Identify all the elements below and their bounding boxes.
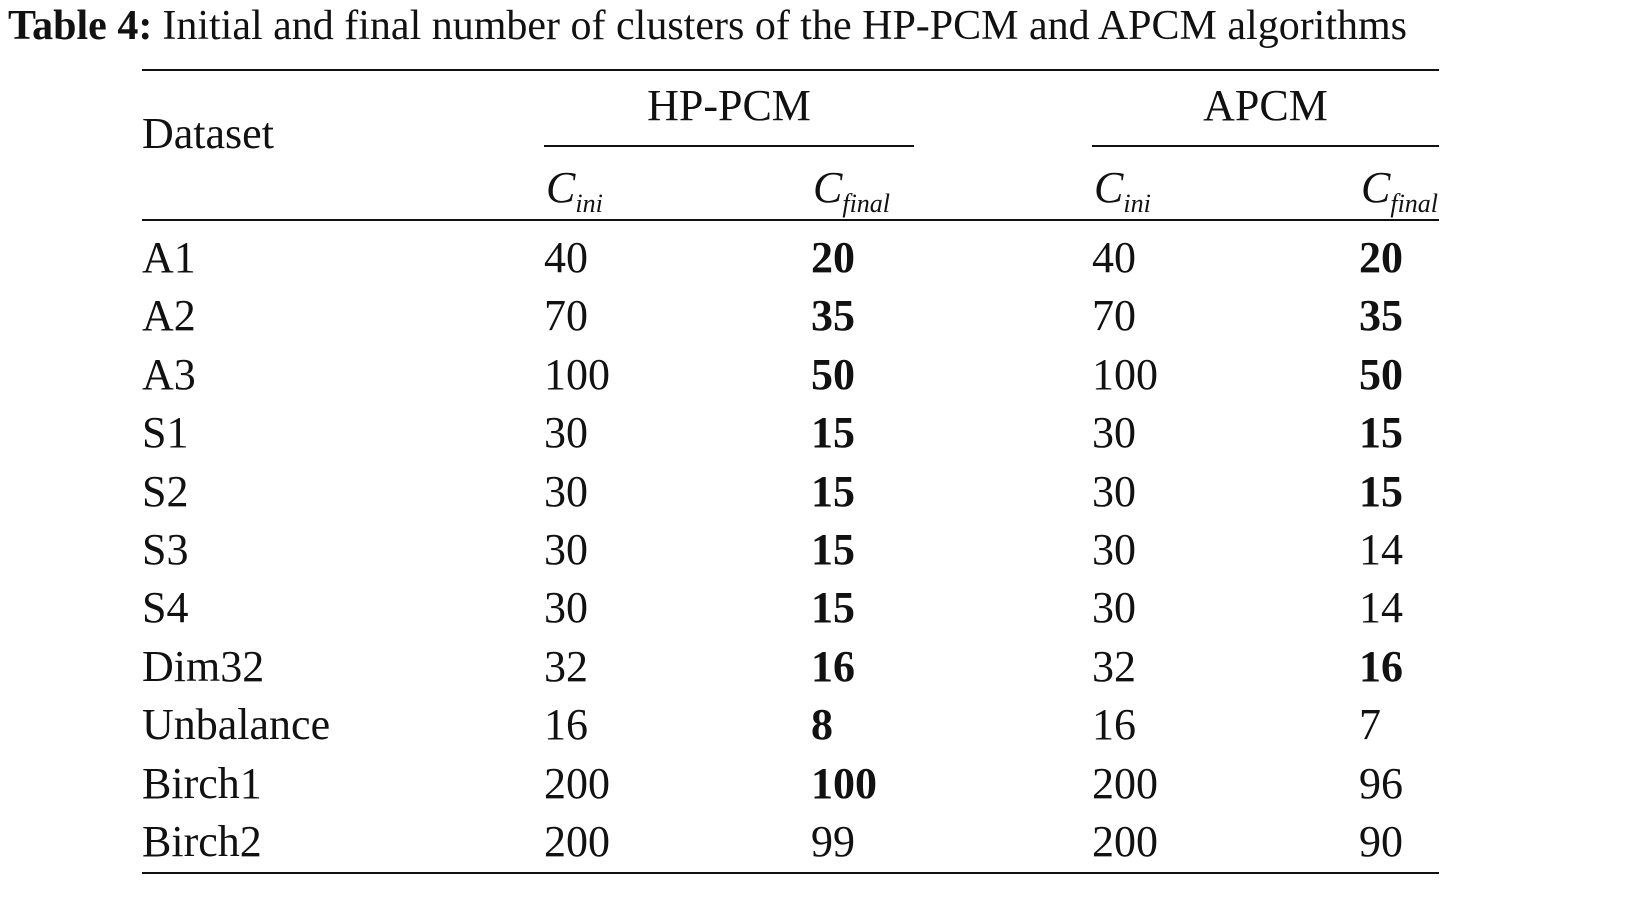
cell-dataset: A3 <box>142 350 196 399</box>
cell-dataset: Birch1 <box>142 759 262 808</box>
group-rule-apcm <box>1092 145 1439 147</box>
cell-apcm-c-ini: 40 <box>1092 233 1136 282</box>
cell-hp-pcm-c-ini: 30 <box>544 525 588 574</box>
cell-apcm-c-ini: 30 <box>1092 408 1136 457</box>
subheader-ap-c-final-sub: final <box>1390 189 1439 218</box>
cell-hp-pcm-c-final: 100 <box>811 759 877 808</box>
cell-dataset: Birch2 <box>142 817 262 866</box>
cell-hp-pcm-c-ini: 30 <box>544 467 588 516</box>
cell-apcm-c-final: 15 <box>1359 467 1403 516</box>
cell-apcm-c-final: 14 <box>1359 525 1403 574</box>
cell-hp-pcm-c-final: 15 <box>811 408 855 457</box>
cell-apcm-c-final: 15 <box>1359 408 1403 457</box>
cell-dataset: S3 <box>142 525 189 574</box>
cell-hp-pcm-c-final: 35 <box>811 291 855 340</box>
caption-text: Initial and final number of clusters of the HP-PCM and APCM algorithms <box>162 3 1408 49</box>
cell-hp-pcm-c-ini: 200 <box>544 759 610 808</box>
cell-hp-pcm-c-final: 20 <box>811 233 855 282</box>
cell-hp-pcm-c-final: 15 <box>811 583 855 632</box>
cell-hp-pcm-c-ini: 200 <box>544 817 610 866</box>
cell-hp-pcm-c-final: 15 <box>811 467 855 516</box>
header-rule <box>142 219 1439 221</box>
cell-apcm-c-final: 7 <box>1359 700 1381 749</box>
cell-dataset: A1 <box>142 233 196 282</box>
cell-apcm-c-ini: 30 <box>1092 467 1136 516</box>
cell-hp-pcm-c-final: 8 <box>811 700 833 749</box>
cell-hp-pcm-c-ini: 100 <box>544 350 610 399</box>
cell-dataset: S2 <box>142 467 189 516</box>
top-rule <box>142 69 1439 71</box>
subheader-ap-c-ini-sub: ini <box>1123 189 1151 218</box>
cell-apcm-c-final: 35 <box>1359 291 1403 340</box>
cell-apcm-c-final: 20 <box>1359 233 1403 282</box>
cell-hp-pcm-c-final: 16 <box>811 642 855 691</box>
group-header-apcm: APCM <box>1203 81 1328 130</box>
cell-apcm-c-final: 90 <box>1359 817 1403 866</box>
table-caption <box>8 2 1642 50</box>
cell-hp-pcm-c-final: 99 <box>811 817 855 866</box>
cell-dataset: Dim32 <box>142 642 265 691</box>
subheader-hp-c-final-main: C <box>813 163 843 212</box>
subheader-ap-c-ini-main: C <box>1094 163 1124 212</box>
cell-apcm-c-final: 96 <box>1359 759 1403 808</box>
cell-apcm-c-ini: 30 <box>1092 583 1136 632</box>
cell-apcm-c-ini: 70 <box>1092 291 1136 340</box>
cell-apcm-c-ini: 32 <box>1092 642 1136 691</box>
subheader-hp-c-ini-sub: ini <box>575 189 603 218</box>
column-header-dataset: Dataset <box>142 109 274 158</box>
subheader-hp-c-ini-main: C <box>546 163 576 212</box>
cell-hp-pcm-c-final: 15 <box>811 525 855 574</box>
cell-dataset: A2 <box>142 291 196 340</box>
cell-hp-pcm-c-ini: 30 <box>544 583 588 632</box>
cell-apcm-c-final: 50 <box>1359 350 1403 399</box>
cell-dataset: S4 <box>142 583 189 632</box>
caption-label: Table 4: <box>8 3 153 49</box>
cell-hp-pcm-c-final: 50 <box>811 350 855 399</box>
cell-apcm-c-ini: 16 <box>1092 700 1136 749</box>
cell-apcm-c-final: 14 <box>1359 583 1403 632</box>
cell-hp-pcm-c-ini: 32 <box>544 642 588 691</box>
cell-apcm-c-ini: 200 <box>1092 759 1158 808</box>
cell-dataset: Unbalance <box>142 700 331 749</box>
cell-hp-pcm-c-ini: 16 <box>544 700 588 749</box>
cell-apcm-c-ini: 100 <box>1092 350 1158 399</box>
subheader-ap-c-final-main: C <box>1361 163 1391 212</box>
cell-apcm-c-final: 16 <box>1359 642 1403 691</box>
cell-dataset: S1 <box>142 408 189 457</box>
cell-apcm-c-ini: 30 <box>1092 525 1136 574</box>
cell-hp-pcm-c-ini: 70 <box>544 291 588 340</box>
group-header-hp-pcm: HP-PCM <box>647 81 811 130</box>
group-rule-hp-pcm <box>544 145 914 147</box>
subheader-hp-c-final-sub: final <box>842 189 891 218</box>
bottom-rule <box>142 872 1439 874</box>
cell-hp-pcm-c-ini: 30 <box>544 408 588 457</box>
cell-hp-pcm-c-ini: 40 <box>544 233 588 282</box>
cell-apcm-c-ini: 200 <box>1092 817 1158 866</box>
